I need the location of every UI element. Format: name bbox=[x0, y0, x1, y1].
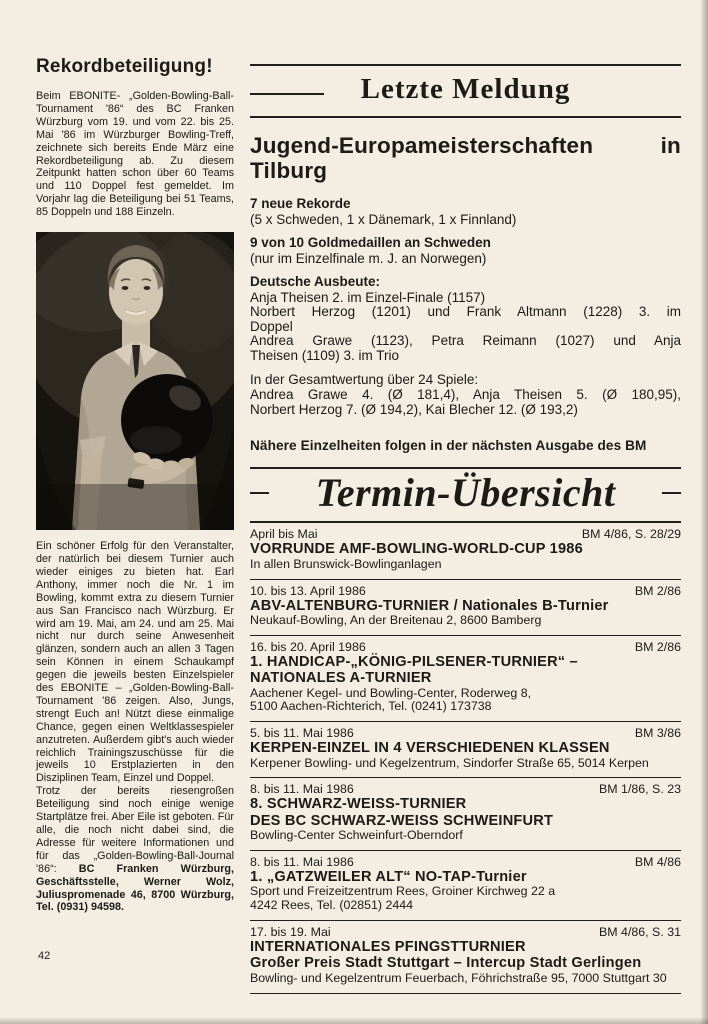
termin-entry bbox=[250, 850, 681, 920]
entry-title: VORRUNDE AMF-BOWLING-WORLD-CUP 1986 bbox=[250, 541, 583, 558]
entry-date: April bis Mai bbox=[250, 527, 318, 542]
portrait-photo bbox=[36, 232, 234, 530]
ausbeute-lines bbox=[250, 291, 681, 364]
termin-entries bbox=[250, 523, 681, 993]
entry-venue: In allen Brunswick-Bowlinganlagen bbox=[250, 556, 442, 571]
result-line: Anja Theisen 2. im Einzel-Finale (1157) bbox=[250, 289, 486, 305]
highlight-bold-line: 7 neue Rekorde bbox=[250, 196, 351, 211]
entry-date: 10. bis 13. April 1986 bbox=[250, 583, 366, 598]
header-rule-left bbox=[250, 93, 324, 95]
entry-header-row bbox=[250, 782, 681, 796]
left-column bbox=[36, 56, 234, 914]
termin-uebersicht-title: Termin-Übersicht bbox=[315, 470, 616, 516]
entry-header-row bbox=[250, 584, 681, 598]
entry-title: 1. „GATZWEILER ALT“ NO-TAP-Turnier bbox=[250, 868, 527, 885]
highlight-bold-line: 9 von 10 Goldmedaillen an Schweden bbox=[250, 235, 491, 250]
meldung-highlight-item bbox=[250, 196, 681, 227]
entry-bm-reference: BM 1/86, S. 23 bbox=[599, 782, 681, 797]
entry-bm-reference: BM 2/86 bbox=[634, 583, 681, 598]
meldung-highlight-item bbox=[250, 235, 681, 266]
entry-date: 5. bis 11. Mai 1986 bbox=[250, 726, 354, 741]
ausbeute-label: Deutsche Ausbeute: bbox=[250, 274, 381, 289]
entry-bm-reference: BM 2/86 bbox=[634, 639, 681, 654]
article-headline: Rekordbeteiligung! bbox=[36, 56, 213, 77]
entry-title: INTERNATIONALES PFINGSTTURNIER bbox=[250, 938, 526, 955]
scan-edge-shadow-bottom bbox=[0, 1017, 708, 1024]
entry-bm-reference: BM 4/86 bbox=[634, 854, 681, 869]
termin-entry bbox=[250, 721, 681, 777]
termin-entry bbox=[250, 523, 681, 578]
entry-title: KERPEN-EINZEL IN 4 VERSCHIEDENEN KLASSEN bbox=[250, 740, 610, 757]
letzte-meldung-header bbox=[250, 64, 681, 118]
entry-date: 8. bis 11. Mai 1986 bbox=[250, 782, 354, 797]
article-paragraph-2: Ein schöner Erfolg für den Veranstalter, der natürlich bei diesem Turnier auch wieder einiges zu bieten hat. Earl Anthony, immer noch die Nr. 1 im Bowling, kommt extra zu diesem Turnier aus San Francisco nach Würzburg. Er wird am 19. Mai, am 24. und am 25. Mai nicht nur durch seine Anwesenheit glänzen, sondern auch an allen 3 Tagen sein Können in einem Schaukampf gegen die jeweils besten Einzelspieler des EBONITE – „Golden-Bowling-Ball-Tournament '86 zeigen. Also, Jungs, strengt Euch an! Nützt diese einmalige Chance, gegen einen Weltklassespieler anzutreten. Außerdem gibt's auch wieder reichlich Trainingszuschüsse für die jeweils 10 Erstplazierten in den Disziplinen Team, Einzel und Doppel. bbox=[36, 540, 234, 785]
entry-title: 1. HANDICAP-„KÖNIG-PILSENER-TURNIER“ – bbox=[250, 653, 578, 670]
result-line: Norbert Herzog 7. (Ø 194,2), Kai Blecher 12. (Ø 193,2) bbox=[250, 401, 578, 417]
termin-uebersicht-header bbox=[250, 467, 681, 523]
entry-venue-line2: 5100 Aachen-Richterich, Tel. (0241) 173738 bbox=[250, 699, 492, 714]
deutsche-ausbeute-block bbox=[250, 275, 681, 364]
entry-venue: Aachener Kegel- und Bowling-Center, Roderweg 8, bbox=[250, 685, 532, 700]
result-line: Andrea Grawe 4. (Ø 181,4), Anja Theisen 5. (Ø 180,95), bbox=[250, 387, 681, 403]
result-line: Doppel bbox=[250, 318, 293, 334]
highlight-detail-line: (nur im Einzelfinale m. J. an Norwegen) bbox=[250, 250, 487, 266]
entry-date: 16. bis 20. April 1986 bbox=[250, 639, 366, 654]
termin-entry bbox=[250, 635, 681, 721]
termin-entry bbox=[250, 777, 681, 850]
face bbox=[109, 259, 163, 325]
entry-title-line2: Großer Preis Stadt Stuttgart – Intercup Stadt Gerlingen bbox=[250, 955, 642, 972]
result-line: Theisen (1109) 3. im Trio bbox=[250, 347, 400, 363]
entry-venue: Bowling- und Kegelzentrum Feuerbach, Föhrichstraße 95, 7000 Stuttgart 30 bbox=[250, 970, 667, 985]
entry-bm-reference: BM 4/86, S. 31 bbox=[599, 924, 681, 939]
title-dash-left bbox=[250, 492, 269, 494]
entry-header-row bbox=[250, 640, 681, 654]
meldung-highlights bbox=[250, 196, 681, 266]
paragraph-3-regular: Trotz der bereits riesengroßen Beteiligung sind noch einige wenige Startplätze frei. Aber Eile ist geboten. Für alle, die noch nicht dabei sind, die Adresse für weitere Informationen und für das „Golden-Bowling-Ball-Journal '86“: bbox=[36, 785, 234, 875]
entry-header-row bbox=[250, 925, 681, 939]
title-dash-right bbox=[662, 492, 681, 494]
entry-title: ABV-ALTENBURG-TURNIER / Nationales B-Turnier bbox=[250, 597, 609, 614]
right-column bbox=[250, 64, 681, 994]
result-line: Andrea Grawe (1123), Petra Reimann (1027) und Anja bbox=[250, 333, 681, 349]
article-paragraph-1: Beim EBONITE- „Golden-Bowling-Ball-Tournament '86“ des BC Franken Würzburg vom 19. und vom 22. bis 25. Mai '86 im Würzburger Bowling-Treff, zeichnete sich bereits Ende März eine Rekordbeteiligung ab. Zu diesem Zeitpunkt hatten schon über 60 Teams und 110 Doppel fest gemeldet. Im Vorjahr lag die Beteiligung bei 51 Teams, 85 Doppeln und 188 Einzeln. bbox=[36, 90, 234, 219]
termin-entry bbox=[250, 920, 681, 993]
page-number: 42 bbox=[38, 950, 51, 962]
entry-header-row bbox=[250, 527, 681, 541]
entry-date: 8. bis 11. Mai 1986 bbox=[250, 854, 354, 869]
entry-venue: Neukauf-Bowling, An der Breitenau 2, 8600 Bamberg bbox=[250, 612, 542, 627]
termin-entry bbox=[250, 579, 681, 635]
entry-bm-reference: BM 3/86 bbox=[634, 726, 681, 741]
entry-venue-line2: 4242 Rees, Tel. (02851) 2444 bbox=[250, 898, 414, 913]
entry-header-row bbox=[250, 726, 681, 740]
entry-date: 17. bis 19. Mai bbox=[250, 924, 331, 939]
entry-venue: Kerpener Bowling- und Kegelzentrum, Sindorfer Straße 65, 5014 Kerpen bbox=[250, 755, 649, 770]
meldung-footer-note: Nähere Einzelheiten folgen in der nächsten Ausgabe des BM bbox=[250, 438, 647, 454]
article-paragraph-3 bbox=[36, 785, 234, 914]
result-line: Norbert Herzog (1201) und Frank Altmann (1228) 3. im bbox=[250, 304, 681, 320]
entry-venue: Sport und Freizeitzentrum Rees, Groiner Kirchweg 22 a bbox=[250, 884, 556, 899]
letzte-meldung-title: Letzte Meldung bbox=[360, 73, 571, 105]
gesamt-label: In der Gesamtwertung über 24 Spiele: bbox=[250, 371, 479, 387]
gesamtwertung-block bbox=[250, 373, 681, 418]
entry-title-line2: NATIONALES A-TURNIER bbox=[250, 670, 432, 687]
entry-venue: Bowling-Center Schweinfurt-Oberndorf bbox=[250, 828, 463, 843]
entry-bm-reference: BM 4/86, S. 28/29 bbox=[581, 527, 681, 542]
meldung-headline: Jugend-Europameisterschaften in Tilburg bbox=[250, 133, 681, 183]
scan-edge-shadow-right bbox=[700, 0, 708, 1024]
highlight-detail-line: (5 x Schweden, 1 x Dänemark, 1 x Finnland) bbox=[250, 211, 517, 227]
gesamt-lines bbox=[250, 388, 681, 417]
contact-address-bold: BC Franken Würzburg, Geschäftsstelle, Werner Wolz, Juliuspromenade 46, 8700 Würzburg, Tel. (0931) 94598. bbox=[36, 862, 235, 914]
entry-title: 8. SCHWARZ-WEISS-TURNIER bbox=[250, 796, 467, 813]
entry-header-row bbox=[250, 855, 681, 869]
entry-title-line2: DES BC SCHWARZ-WEISS SCHWEINFURT bbox=[250, 812, 554, 829]
